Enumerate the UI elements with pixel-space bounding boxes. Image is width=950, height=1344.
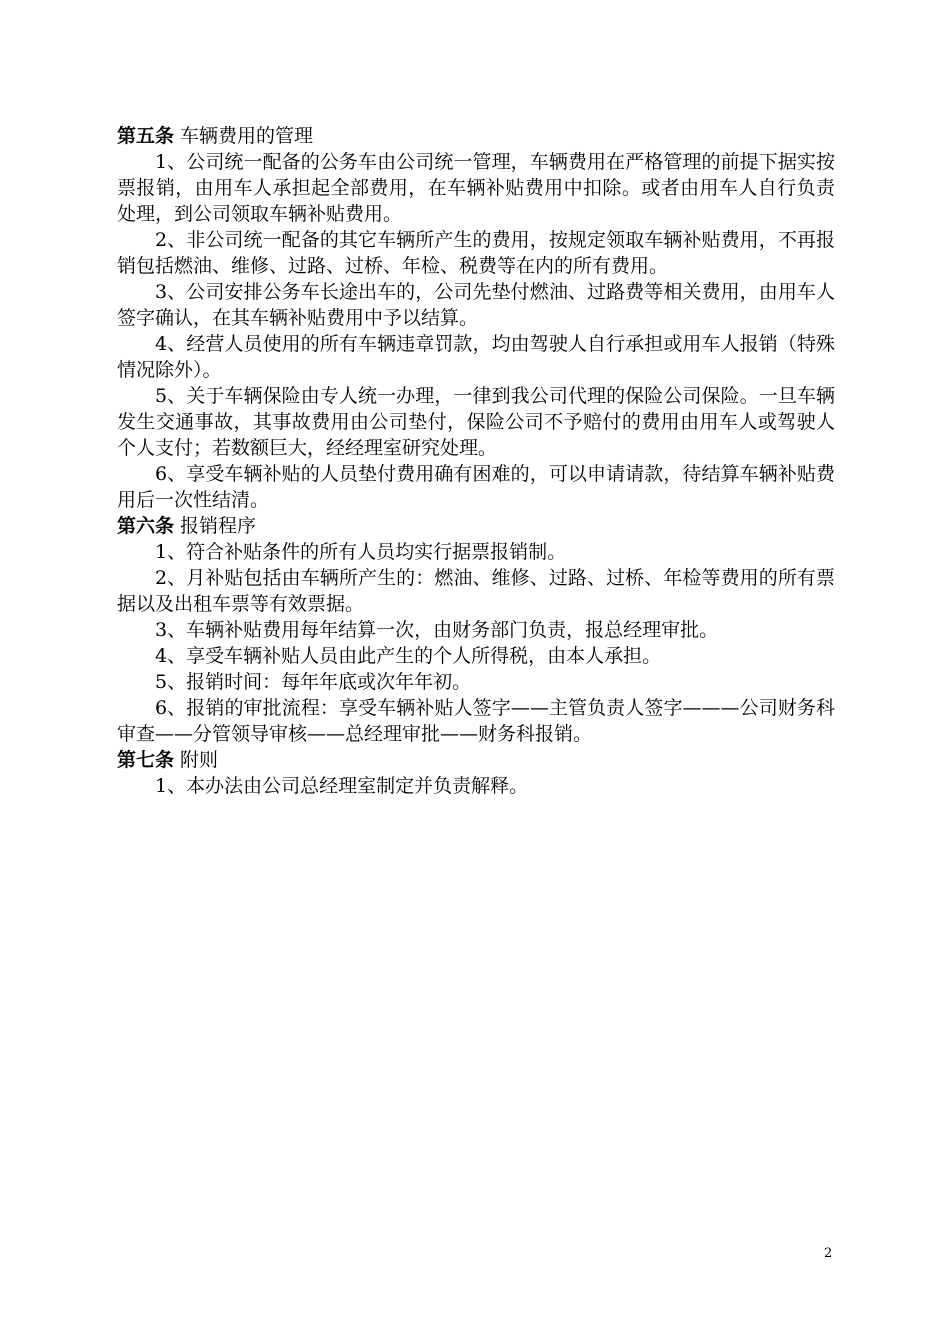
paragraph: 6、报销的审批流程：享受车辆补贴人签字——主管负责人签字———公司财务科审查——分管领导审核——总经理审批——财务科报销。 <box>117 697 835 745</box>
paragraph: 1、公司统一配备的公务车由公司统一管理，车辆费用在严格管理的前提下据实按票报销，由用车人承担起全部费用，在车辆补贴费用中扣除。或者由用车人自行负责处理，到公司领取车辆补贴费用。 <box>117 151 835 225</box>
paragraph: 2、月补贴包括由车辆所产生的：燃油、维修、过路、过桥、年检等费用的所有票据以及出租车票等有效票据。 <box>117 567 835 615</box>
article-7 <box>117 747 835 799</box>
article-title: 报销程序 <box>180 515 257 537</box>
page-number: 2 <box>824 1246 833 1261</box>
article-number: 第六条 <box>117 515 175 537</box>
article-title: 车辆费用的管理 <box>180 125 314 147</box>
article-number: 第七条 <box>117 749 175 771</box>
paragraph: 5、报销时间：每年年底或次年年初。 <box>155 671 472 693</box>
paragraph: 2、非公司统一配备的其它车辆所产生的费用，按规定领取车辆补贴费用，不再报销包括燃油、维修、过路、过桥、年检、税费等在内的所有费用。 <box>117 229 835 277</box>
paragraph: 4、享受车辆补贴人员由此产生的个人所得税，由本人承担。 <box>155 645 662 667</box>
article-6 <box>117 513 835 747</box>
article-5 <box>117 123 835 513</box>
paragraph: 4、经营人员使用的所有车辆违章罚款，均由驾驶人自行承担或用车人报销（特殊情况除外）。 <box>117 333 835 381</box>
article-number: 第五条 <box>117 125 175 147</box>
paragraph: 3、公司安排公务车长途出车的，公司先垫付燃油、过路费等相关费用，由用车人签字确认，在其车辆补贴费用中予以结算。 <box>117 281 835 329</box>
document-body <box>117 123 835 799</box>
paragraph: 5、关于车辆保险由专人统一办理，一律到我公司代理的保险公司保险。一旦车辆发生交通事故，其事故费用由公司垫付，保险公司不予赔付的费用由用车人或驾驶人个人支付；若数额巨大，经经理室研究处理。 <box>117 385 835 459</box>
paragraph: 1、符合补贴条件的所有人员均实行据票报销制。 <box>155 541 567 563</box>
paragraph: 3、车辆补贴费用每年结算一次，由财务部门负责，报总经理审批。 <box>155 619 719 641</box>
paragraph: 1、本办法由公司总经理室制定并负责解释。 <box>155 775 529 797</box>
article-heading <box>117 123 835 149</box>
article-heading <box>117 747 835 773</box>
article-title: 附则 <box>180 749 219 771</box>
paragraph: 6、享受车辆补贴的人员垫付费用确有困难的，可以申请请款，待结算车辆补贴费用后一次性结清。 <box>117 463 835 511</box>
article-heading <box>117 513 835 539</box>
